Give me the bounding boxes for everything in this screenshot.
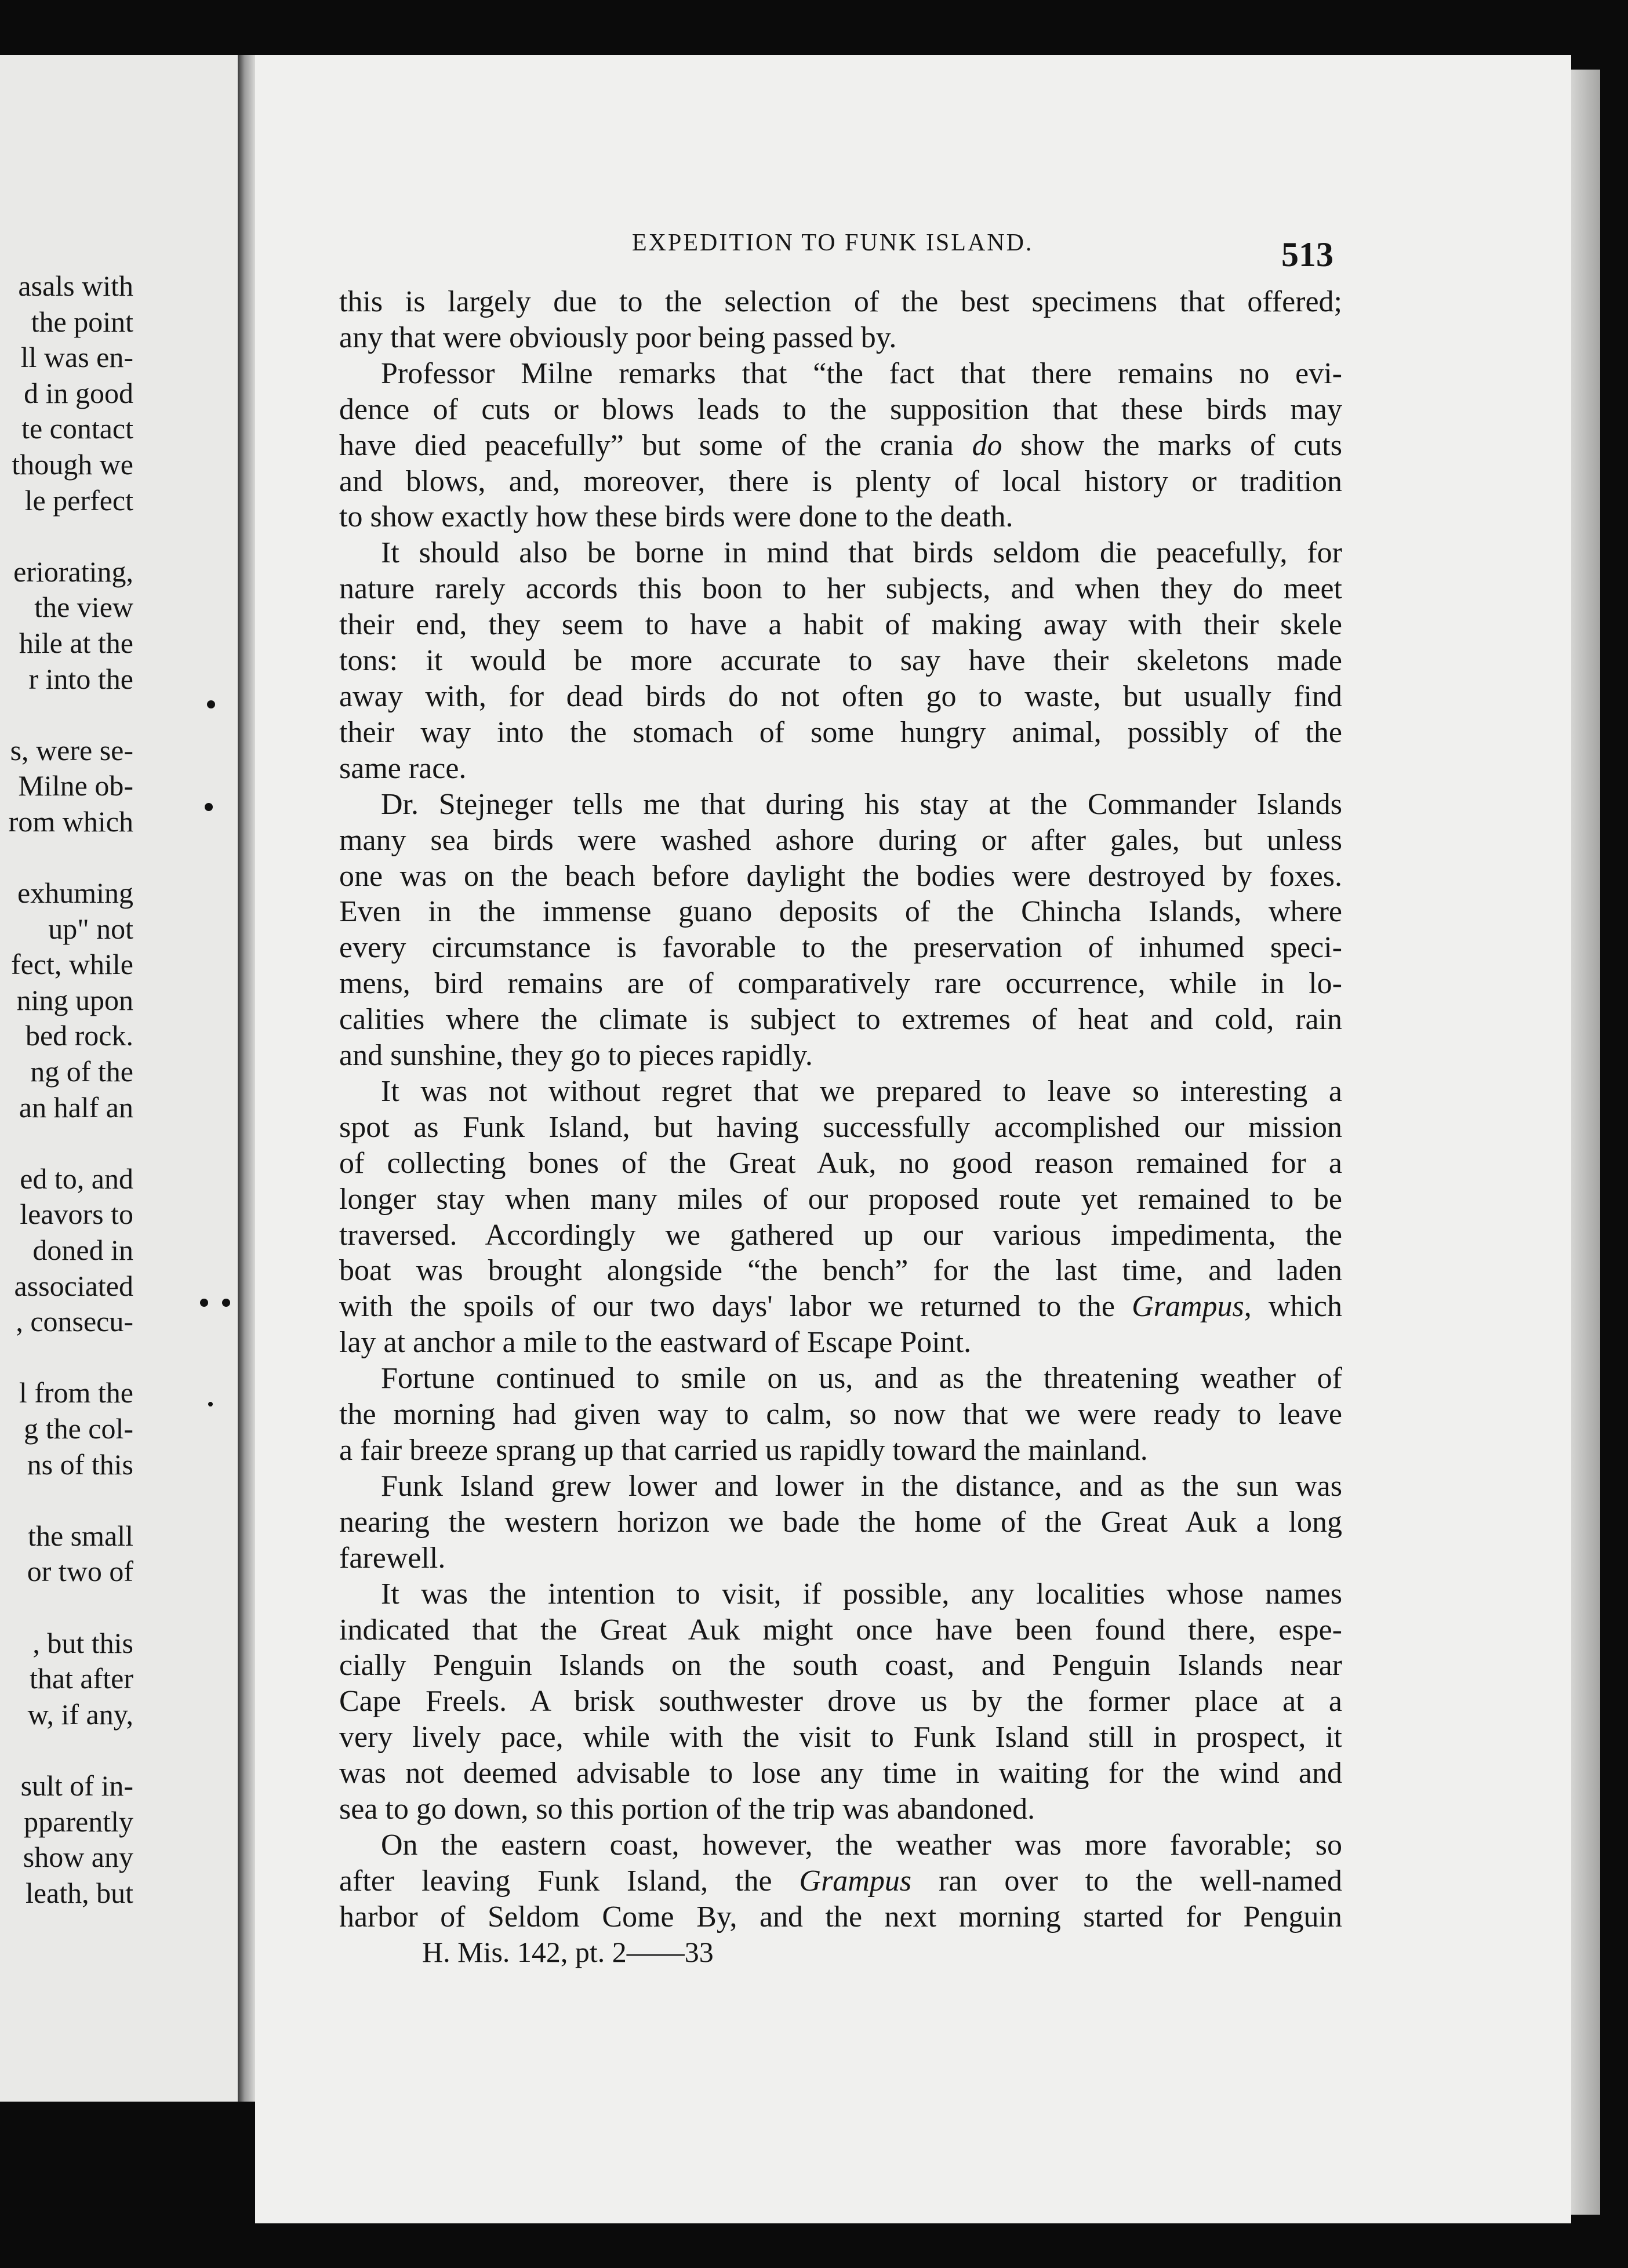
left-page-line: leath, but (25, 1876, 133, 1909)
left-page-line: the small (28, 1519, 133, 1552)
left-page-line: the view (34, 591, 133, 624)
left-page-line: or two of (27, 1555, 133, 1588)
text-line: this is largely due to the selection of the best specimens that offered; (339, 285, 1342, 318)
text-line: every circumstance is favorable to the preservation of inhumed speci- (339, 931, 1342, 965)
text-line: have died peacefully” but some of the crania do show the marks of cuts (339, 428, 1342, 462)
left-page-line: pparently (24, 1805, 133, 1838)
text-line: harbor of Seldom Come By, and the next morning started for Penguin (339, 1900, 1342, 1933)
left-page-gap (0, 518, 133, 554)
left-page-gap (0, 1340, 133, 1376)
text-line: nature rarely accords this boon to her subjects, and when they do meet (339, 572, 1342, 606)
left-page-gap (0, 1125, 133, 1161)
text-line: boat was brought alongside “the bench” for the last time, and laden (339, 1254, 1342, 1288)
left-page-line: exhuming (17, 877, 133, 910)
page-edge (1571, 70, 1600, 2215)
left-page-line: sult of in- (20, 1769, 133, 1802)
left-page-line: an half an (19, 1091, 133, 1124)
left-page-line: ns of this (27, 1448, 133, 1481)
binding-hole (207, 700, 215, 708)
binding-hole (222, 1299, 230, 1307)
text-line: sea to go down, so this portion of the trip was abandoned. (339, 1793, 1035, 1826)
text-line: On the eastern coast, however, the weather was more favorable; so (381, 1828, 1342, 1862)
left-page-line: asals with (18, 270, 133, 302)
text-line: any that were obviously poor being passed by. (339, 321, 897, 354)
left-page-line: te contact (21, 412, 133, 445)
text-line: a fair breeze sprang up that carried us rapidly toward the mainland. (339, 1434, 1148, 1467)
text-line: and sunshine, they go to pieces rapidly. (339, 1039, 813, 1073)
left-page-gap (0, 1590, 133, 1626)
text-line: It should also be borne in mind that birds seldom die peacefully, for (381, 536, 1342, 570)
text-line: one was on the beach before daylight the bodies were destroyed by foxes. (339, 859, 1342, 893)
binding-hole (200, 1299, 208, 1307)
text-line: many sea birds were washed ashore during or after gales, but unless (339, 823, 1342, 857)
left-page-line: leavors to (20, 1198, 133, 1231)
left-page-line: r into the (28, 662, 133, 695)
left-page-line: ning upon (16, 983, 133, 1016)
text-line: dence of cuts or blows leads to the supposition that these birds may (339, 392, 1342, 426)
left-page-gap (0, 840, 133, 876)
left-page-line: show any (23, 1841, 133, 1874)
left-page-line: the point (31, 305, 133, 338)
text-line: It was the intention to visit, if possible, any localities whose names (381, 1577, 1342, 1611)
text-line: Professor Milne remarks that “the fact that there remains no evi- (381, 357, 1342, 390)
text-line: cially Penguin Islands on the south coast, and Penguin Islands near (339, 1649, 1342, 1682)
text-line: with the spoils of our two days' labor we returned to the Grampus, which (339, 1290, 1342, 1324)
text-line: indicated that the Great Auk might once have been found there, espe- (339, 1613, 1342, 1647)
left-page-line: ed to, and (20, 1162, 133, 1195)
signature-mark: H. Mis. 142, pt. 2——33 (422, 1936, 714, 1968)
left-page-line: rom which (8, 805, 133, 838)
text-line: It was not without regret that we prepared to leave so interesting a (381, 1074, 1342, 1108)
left-page-line: le perfect (24, 484, 133, 517)
text-line: same race. (339, 751, 467, 785)
left-page-line: associated (14, 1269, 133, 1302)
left-page-line: doned in (32, 1234, 133, 1267)
left-page-line: d in good (24, 376, 133, 409)
left-page-line: s, were se- (10, 733, 133, 766)
binding-hole (205, 803, 213, 811)
text-line: to show exactly how these birds were done to the death. (339, 500, 1013, 534)
left-page-line: w, if any, (27, 1698, 133, 1731)
binding-hole (208, 1402, 213, 1406)
text-line: traversed. Accordingly we gathered up our various impedimenta, the (339, 1218, 1342, 1252)
text-line: away with, for dead birds do not often go to waste, but usually find (339, 679, 1342, 713)
left-page-gap (0, 697, 133, 733)
left-page-line: that after (29, 1662, 133, 1695)
text-line: was not deemed advisable to lose any time in waiting for the wind and (339, 1757, 1342, 1790)
text-line: tons: it would be more accurate to say have their skeletons made (339, 644, 1342, 678)
text-line: calities where the climate is subject to extremes of heat and cold, rain (339, 1003, 1342, 1037)
text-line: Even in the immense guano deposits of the Chincha Islands, where (339, 895, 1342, 929)
page-number: 513 (1281, 235, 1333, 274)
left-page-line: hile at the (19, 626, 133, 659)
left-page-line: , consecu- (16, 1305, 133, 1338)
text-line: Dr. Stejneger tells me that during his stay at the Commander Islands (381, 787, 1342, 821)
left-page-line: fect, while (10, 948, 133, 981)
text-line: mens, bird remains are of comparatively rare occurrence, while in lo- (339, 967, 1342, 1001)
left-page-text (0, 268, 133, 1911)
left-page-line: l from the (19, 1376, 133, 1409)
text-line: of collecting bones of the Great Auk, no good reason remained for a (339, 1146, 1342, 1180)
left-page-line: Milne ob- (18, 769, 133, 802)
left-page-line: , but this (32, 1626, 133, 1659)
book-gutter (238, 55, 255, 2102)
left-page-line: ng of the (30, 1055, 133, 1088)
running-head: EXPEDITION TO FUNK ISLAND. (632, 230, 1034, 256)
text-line: after leaving Funk Island, the Grampus ran over to the well-named (339, 1864, 1342, 1898)
left-page-line: g the col- (24, 1412, 133, 1445)
text-line: very lively pace, while with the visit to Funk Island still in prospect, it (339, 1721, 1342, 1754)
text-line: farewell. (339, 1541, 446, 1575)
left-page-line: eriorating, (13, 555, 133, 588)
left-page-line: up" not (48, 912, 133, 945)
text-line: longer stay when many miles of our proposed route yet remained to be (339, 1182, 1342, 1216)
left-page-line: bed rock. (25, 1019, 133, 1052)
text-line: nearing the western horizon we bade the home of the Great Auk a long (339, 1505, 1342, 1539)
left-page-line: though we (12, 448, 133, 481)
body-text (339, 284, 1342, 1935)
text-line: the morning had given way to calm, so now that we were ready to leave (339, 1398, 1342, 1431)
text-line: lay at anchor a mile to the eastward of Escape Point. (339, 1326, 972, 1360)
text-line: Funk Island grew lower and lower in the distance, and as the sun was (381, 1469, 1342, 1503)
text-line: Cape Freels. A brisk southwester drove us by the former place at a (339, 1685, 1342, 1718)
text-line: spot as Funk Island, but having successfully accomplished our mission (339, 1110, 1342, 1144)
left-page-gap (0, 1732, 133, 1768)
text-line: Fortune continued to smile on us, and as the threatening weather of (381, 1362, 1342, 1395)
text-line: their end, they seem to have a habit of making away with their skele (339, 608, 1342, 642)
left-page-gap (0, 1482, 133, 1518)
text-line: and blows, and, moreover, there is plenty of local history or tradition (339, 464, 1342, 498)
left-page-line: ll was en- (20, 341, 133, 374)
left-page (0, 55, 238, 2102)
text-line: their way into the stomach of some hungry animal, possibly of the (339, 715, 1342, 749)
